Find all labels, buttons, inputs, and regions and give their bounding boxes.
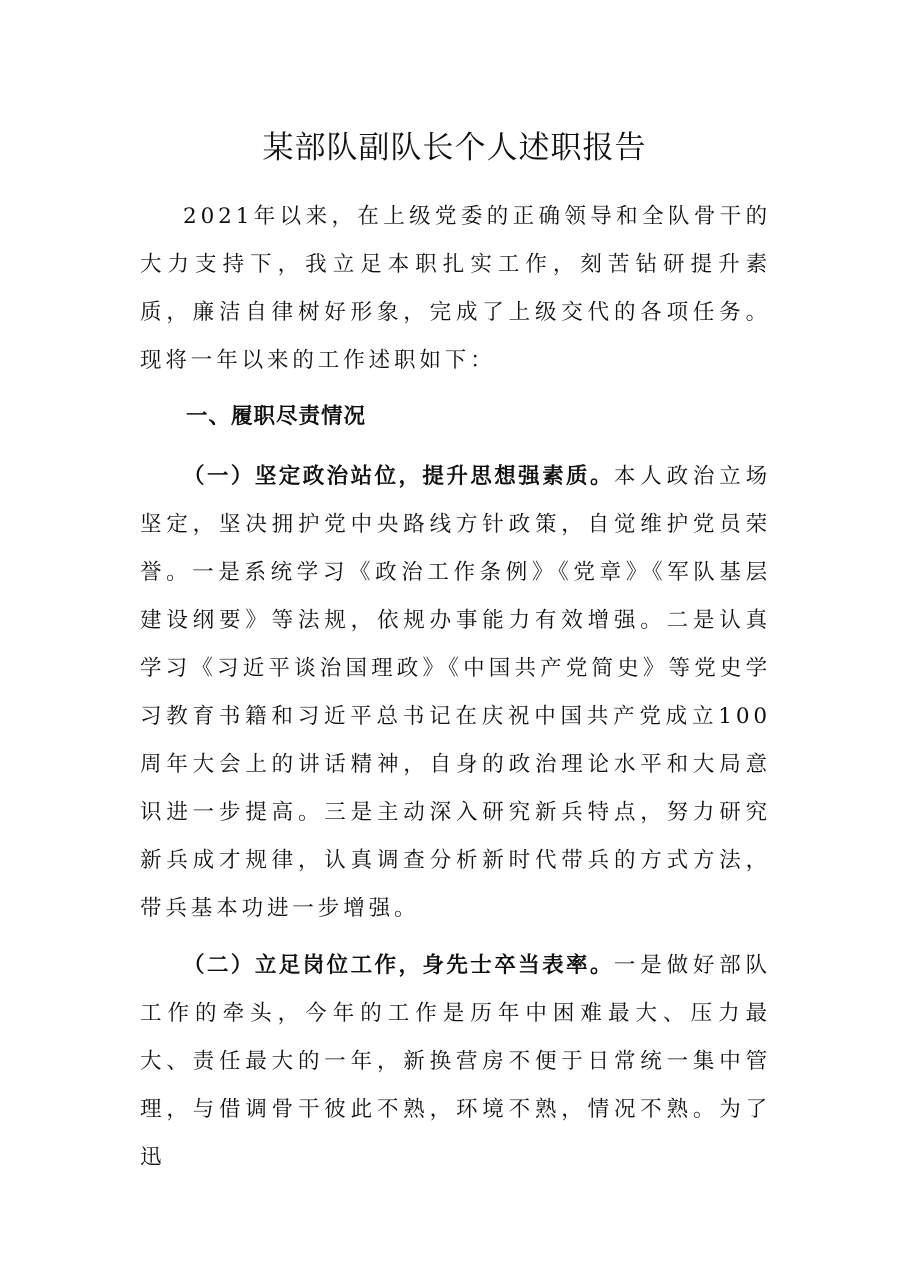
paragraph-body: 本人政治立场坚定，坚决拥护党中央路线方针政策，自觉维护党员荣誉。一是系统学习《政治工作条例》《党章》《军队基层建设纲要》等法规，依规办事能力有效增强。二是认真学习《习近平谈治国理政》《中国共产党简史》等党史学习教育书籍和习近平总书记在庆祝中国共产党成立100周年大会上的讲话精神，自身的政治理论水平和大局意识进一步提高。三是主动深入研究新兵特点，努力研究新兵成才规律，认真调查分析新时代带兵的方式方法，带兵基本功进一步增强。 <box>140 464 771 921</box>
section-heading: 一、履职尽责情况 <box>186 404 367 429</box>
paragraph-lead: （二）立足岗位工作，身先士卒当表率。 <box>183 953 614 978</box>
paragraph-post-work <box>140 942 771 1182</box>
paragraph-body: 一是做好部队工作的牵头，今年的工作是历年中困难最大、压力最大、责任最大的一年，新换营房不便于日常统一集中管理，与借调骨干彼此不熟，环境不熟，情况不熟。为了迅 <box>140 953 771 1170</box>
document-title: 某部队副队长个人述职报告 <box>262 130 647 166</box>
paragraph-political-stance <box>140 453 771 933</box>
paragraph-lead: （一）坚定政治站位，提升思想强素质。 <box>183 464 614 489</box>
intro-paragraph: 2021年以来，在上级党委的正确领导和全队骨干的大力支持下，我立足本职扎实工作，刻苦钻研提升素质，廉洁自律树好形象，完成了上级交代的各项任务。现将一年以来的工作述职如下： <box>140 204 771 373</box>
